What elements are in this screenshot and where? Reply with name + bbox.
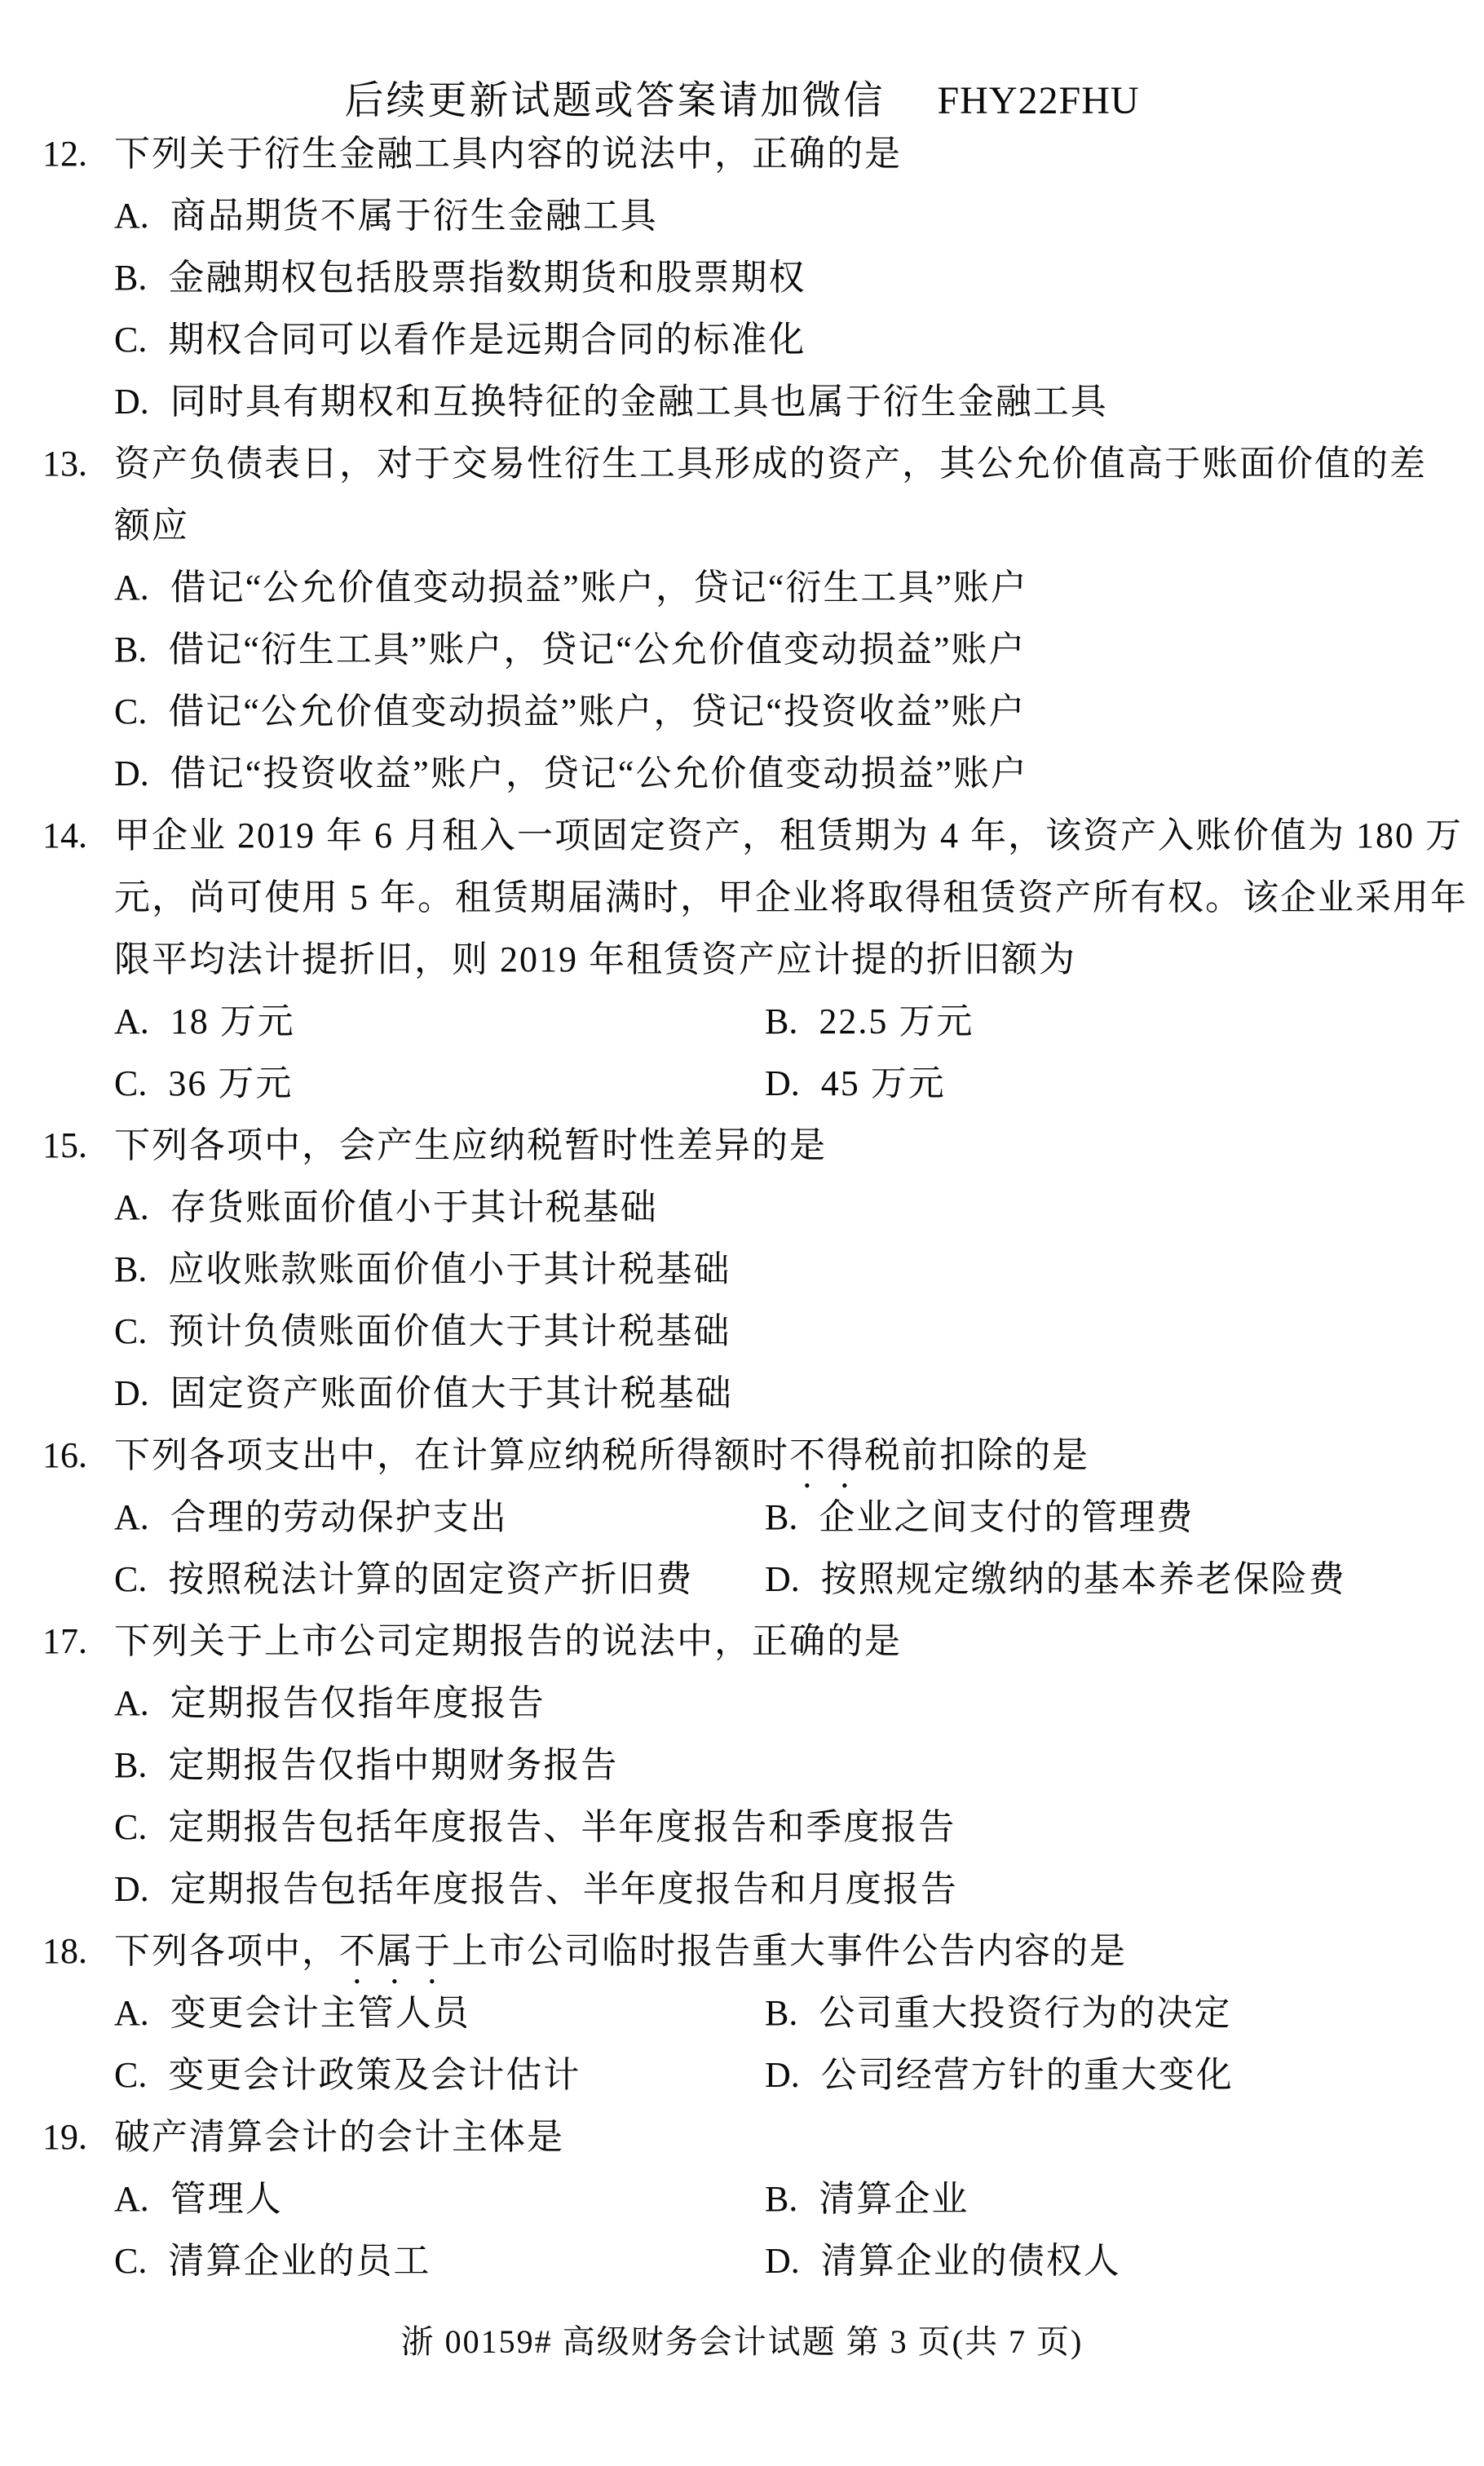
option-label: C. bbox=[114, 1063, 148, 1103]
question-stem-text: 元，尚可使用 5 年。租赁期届满时，甲企业将取得租赁资产所有权。该企业采用年 bbox=[114, 877, 1468, 917]
option-text: 18 万元 bbox=[170, 1001, 295, 1041]
option-12-a bbox=[0, 195, 1484, 249]
option-text: 金融期权包括股票指数期货和股票期权 bbox=[168, 258, 806, 298]
option-16-a bbox=[114, 1496, 508, 1540]
option-12-c bbox=[0, 319, 1484, 373]
option-text: 同时具有期权和互换特征的金融工具也属于衍生金融工具 bbox=[170, 382, 1108, 422]
option-19-b bbox=[765, 2178, 969, 2221]
option-label: D. bbox=[114, 382, 149, 422]
option-15-a bbox=[0, 1187, 1484, 1240]
option-text: 清算企业的债权人 bbox=[820, 2241, 1121, 2281]
option-text: 变更会计主管人员 bbox=[170, 1993, 470, 2033]
option-text: 清算企业的员工 bbox=[168, 2241, 431, 2281]
option-label: D. bbox=[765, 1559, 800, 1599]
option bbox=[114, 381, 1108, 424]
option bbox=[114, 1372, 733, 1416]
option-18-b bbox=[765, 1992, 1231, 2035]
option bbox=[114, 257, 806, 300]
option bbox=[114, 753, 1028, 796]
option-14-d bbox=[765, 1063, 946, 1106]
option-label: A. bbox=[114, 1497, 149, 1537]
stem-emphasized: 不属于 bbox=[339, 1931, 452, 1971]
option-label: C. bbox=[114, 2055, 148, 2095]
option bbox=[114, 319, 806, 362]
option-label: A. bbox=[114, 1683, 149, 1723]
option-16-d bbox=[765, 1558, 1346, 1602]
option-text: 借记“公允价值变动损益”账户，贷记“衍生工具”账户 bbox=[170, 568, 1028, 608]
option-14-c bbox=[114, 1063, 293, 1106]
option-label: D. bbox=[765, 1063, 800, 1103]
option-label: B. bbox=[114, 1745, 148, 1785]
option-label: D. bbox=[114, 1869, 149, 1909]
options-14-row-1 bbox=[0, 1001, 1484, 1054]
option-label: B. bbox=[114, 1249, 148, 1289]
question-16-stem bbox=[0, 1434, 1484, 1488]
question-number: 12. bbox=[42, 134, 87, 174]
option-label: A. bbox=[114, 1993, 149, 2033]
option-text: 预计负债账面价值大于其计税基础 bbox=[168, 1311, 731, 1351]
option-15-c bbox=[0, 1310, 1484, 1364]
question-number: 13. bbox=[42, 444, 87, 484]
stem-pre: 下列各项中， bbox=[114, 1931, 339, 1971]
question-stem-text: 破产清算会计的会计主体是 bbox=[114, 2117, 564, 2157]
option-text: 变更会计政策及会计估计 bbox=[168, 2055, 581, 2095]
question-number: 18. bbox=[42, 1931, 87, 1971]
header-wechat-code: FHY22FHU bbox=[937, 79, 1140, 122]
option-label: A. bbox=[114, 2179, 149, 2219]
header-note bbox=[0, 77, 1484, 131]
option-13-a bbox=[0, 567, 1484, 621]
stem-post: 税前扣除的是 bbox=[864, 1435, 1089, 1475]
option-label: D. bbox=[765, 2055, 800, 2095]
option-text: 公司经营方针的重大变化 bbox=[820, 2055, 1234, 2095]
question-stem-text: 下列关于上市公司定期报告的说法中，正确的是 bbox=[114, 1621, 902, 1661]
option-text: 管理人 bbox=[170, 2179, 283, 2219]
option-label: B. bbox=[765, 1497, 798, 1537]
option bbox=[114, 1868, 958, 1911]
option-text: 按照税法计算的固定资产折旧费 bbox=[168, 1559, 694, 1599]
question-19-stem bbox=[0, 2116, 1484, 2170]
option bbox=[114, 567, 1028, 610]
option-label: A. bbox=[114, 1001, 149, 1041]
question-15-stem bbox=[0, 1125, 1484, 1178]
question-13-stem bbox=[0, 443, 1484, 497]
question-18-stem bbox=[0, 1930, 1484, 1984]
question-14-stem bbox=[0, 815, 1484, 868]
options-14-row-2 bbox=[0, 1063, 1484, 1116]
option-18-c bbox=[114, 2054, 581, 2097]
option-text: 期权合同可以看作是远期合同的标准化 bbox=[168, 320, 806, 360]
option-label: B. bbox=[765, 1993, 798, 2033]
question-stem-text: 下列关于衍生金融工具内容的说法中，正确的是 bbox=[114, 134, 902, 174]
option-14-b bbox=[765, 1001, 974, 1044]
option-text: 按照规定缴纳的基本养老保险费 bbox=[820, 1559, 1346, 1599]
question-stem-text bbox=[114, 1434, 1089, 1496]
options-19-row-2 bbox=[0, 2240, 1484, 2294]
options-16-row-2 bbox=[0, 1558, 1484, 1612]
option-text: 借记“公允价值变动损益”账户，贷记“投资收益”账户 bbox=[168, 692, 1027, 731]
option-13-d bbox=[0, 753, 1484, 807]
option-17-a bbox=[0, 1682, 1484, 1736]
options-16-row-1 bbox=[0, 1496, 1484, 1550]
option-text: 定期报告仅指年度报告 bbox=[170, 1683, 545, 1723]
option-18-a bbox=[114, 1992, 470, 2035]
option-text: 定期报告包括年度报告、半年度报告和季度报告 bbox=[168, 1807, 956, 1847]
question-number: 14. bbox=[42, 815, 87, 855]
option-17-b bbox=[0, 1744, 1484, 1798]
question-14-stem-line-3 bbox=[0, 939, 1484, 992]
question-stem-text: 额应 bbox=[114, 506, 189, 546]
question-number: 15. bbox=[42, 1125, 87, 1165]
options-19-row-1 bbox=[0, 2178, 1484, 2232]
option-14-a bbox=[114, 1001, 295, 1044]
option-label: C. bbox=[114, 1559, 148, 1599]
stem-emphasized: 不得 bbox=[789, 1435, 864, 1475]
options-18-row-2 bbox=[0, 2054, 1484, 2108]
option-label: C. bbox=[114, 1311, 148, 1351]
question-number: 19. bbox=[42, 2117, 87, 2157]
option-label: A. bbox=[114, 196, 149, 236]
option-text: 存货账面价值小于其计税基础 bbox=[170, 1187, 658, 1227]
question-stem-text: 甲企业 2019 年 6 月租入一项固定资产，租赁期为 4 年，该资产入账价值为 180 万 bbox=[114, 815, 1463, 855]
option-text: 定期报告包括年度报告、半年度报告和月度报告 bbox=[170, 1869, 958, 1909]
option-text: 固定资产账面价值大于其计税基础 bbox=[170, 1373, 733, 1413]
option-text: 36 万元 bbox=[168, 1063, 294, 1103]
option-label: B. bbox=[114, 630, 148, 670]
option-13-c bbox=[0, 691, 1484, 745]
option-12-d bbox=[0, 381, 1484, 435]
question-17-stem bbox=[0, 1620, 1484, 1674]
question-number: 16. bbox=[42, 1435, 87, 1475]
option-label: A. bbox=[114, 568, 149, 608]
option bbox=[114, 629, 1026, 672]
option-text: 定期报告仅指中期财务报告 bbox=[168, 1745, 619, 1785]
option bbox=[114, 1744, 618, 1788]
option-18-d bbox=[765, 2054, 1234, 2097]
option bbox=[114, 1806, 956, 1850]
options-18-row-1 bbox=[0, 1992, 1484, 2046]
option-text: 应收账款账面价值小于其计税基础 bbox=[168, 1249, 731, 1289]
question-stem-text: 限平均法计提折旧，则 2019 年租赁资产应计提的折旧额为 bbox=[114, 939, 1076, 979]
option-label: C. bbox=[114, 320, 148, 360]
stem-post: 上市公司临时报告重大事件公告内容的是 bbox=[452, 1931, 1127, 1971]
option-label: B. bbox=[114, 258, 148, 298]
option-label: B. bbox=[765, 2179, 798, 2219]
header-note-text: 后续更新试题或答案请加微信 bbox=[344, 79, 886, 122]
page-footer-text: 浙 00159# 高级财务会计试题 第 3 页(共 7 页) bbox=[400, 2323, 1084, 2360]
option-label: D. bbox=[114, 754, 149, 793]
option bbox=[114, 1248, 731, 1292]
option-19-d bbox=[765, 2240, 1121, 2283]
option-15-b bbox=[0, 1248, 1484, 1302]
option bbox=[114, 691, 1026, 734]
question-stem-text: 资产负债表日，对于交易性衍生工具形成的资产，其公允价值高于账面价值的差 bbox=[114, 444, 1427, 484]
option-text: 商品期货不属于衍生金融工具 bbox=[170, 196, 658, 236]
option-label: C. bbox=[114, 2241, 148, 2281]
option bbox=[114, 1187, 658, 1230]
option-label: C. bbox=[114, 692, 148, 731]
option bbox=[114, 195, 658, 238]
option-16-c bbox=[114, 1558, 693, 1602]
option-text: 公司重大投资行为的决定 bbox=[819, 1993, 1232, 2033]
option bbox=[114, 1682, 545, 1726]
page-footer bbox=[0, 2322, 1484, 2376]
question-13-stem-line-2 bbox=[0, 505, 1484, 559]
question-14-stem-line-2 bbox=[0, 877, 1484, 930]
option-text: 清算企业 bbox=[819, 2179, 969, 2219]
question-stem-text: 下列各项中，会产生应纳税暂时性差异的是 bbox=[114, 1125, 827, 1165]
option-13-b bbox=[0, 629, 1484, 683]
option-label: B. bbox=[765, 1001, 798, 1041]
option-12-b bbox=[0, 257, 1484, 311]
option bbox=[114, 1310, 731, 1354]
option-label: D. bbox=[765, 2241, 800, 2281]
option-text: 合理的劳动保护支出 bbox=[170, 1497, 508, 1537]
option-19-a bbox=[114, 2178, 283, 2221]
option-text: 借记“投资收益”账户，贷记“公允价值变动损益”账户 bbox=[170, 754, 1028, 793]
option-17-c bbox=[0, 1806, 1484, 1860]
option-label: A. bbox=[114, 1187, 149, 1227]
option-16-b bbox=[765, 1496, 1194, 1540]
option-text: 45 万元 bbox=[820, 1063, 946, 1103]
option-text: 22.5 万元 bbox=[819, 1001, 974, 1041]
question-stem-text bbox=[114, 1930, 1127, 1991]
stem-pre: 下列各项支出中，在计算应纳税所得额时 bbox=[114, 1435, 789, 1475]
option-text: 借记“衍生工具”账户，贷记“公允价值变动损益”账户 bbox=[168, 630, 1027, 670]
question-number: 17. bbox=[42, 1621, 87, 1661]
option-label: C. bbox=[114, 1807, 148, 1847]
option-label: D. bbox=[114, 1373, 149, 1413]
option-17-d bbox=[0, 1868, 1484, 1922]
option-15-d bbox=[0, 1372, 1484, 1426]
option-19-c bbox=[114, 2240, 431, 2283]
option-text: 企业之间支付的管理费 bbox=[819, 1497, 1195, 1537]
question-12-stem bbox=[0, 133, 1484, 187]
